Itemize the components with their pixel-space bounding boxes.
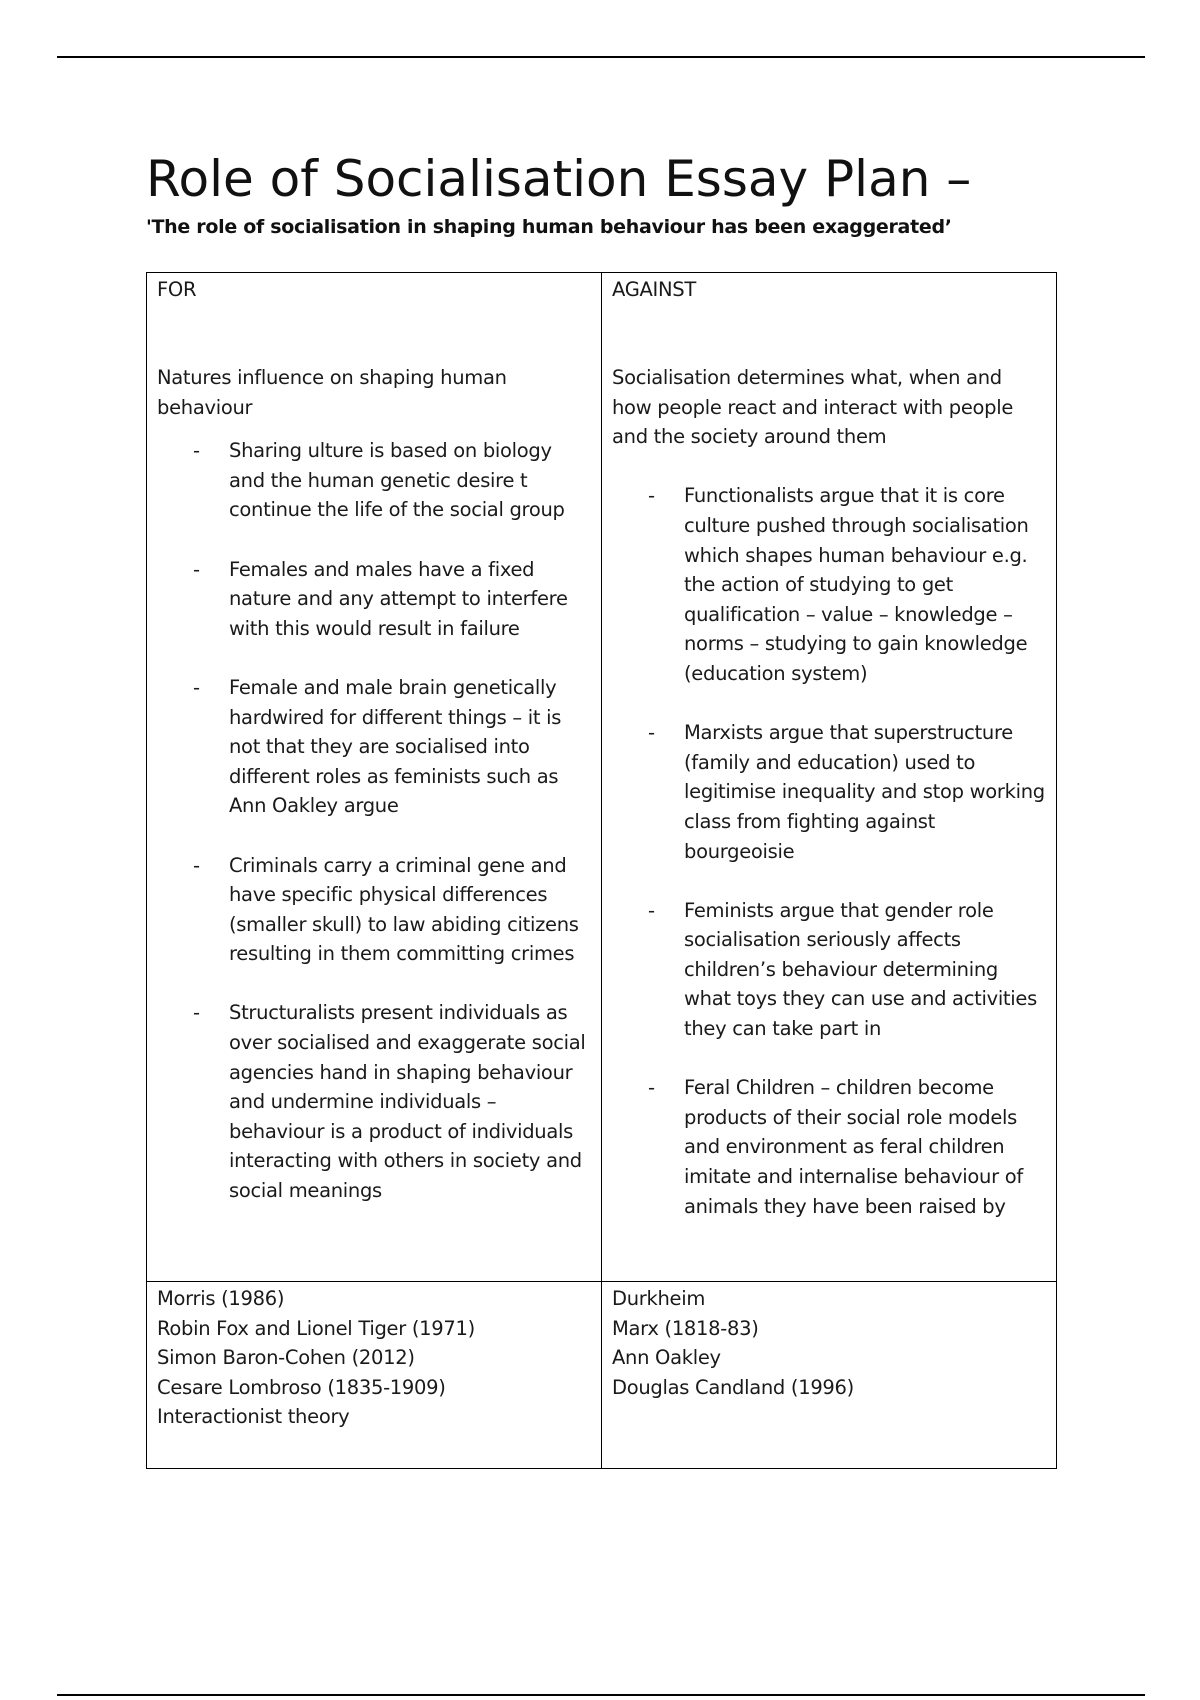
dash-bullet-icon: - bbox=[193, 675, 200, 699]
dash-bullet-icon: - bbox=[193, 439, 200, 463]
reference-item: Ann Oakley bbox=[612, 1346, 721, 1370]
reference-item: Interactionist theory bbox=[157, 1405, 350, 1429]
dash-bullet-icon: - bbox=[648, 898, 655, 922]
page-title: Role of Socialisation Essay Plan – bbox=[146, 150, 972, 208]
for-references bbox=[147, 1282, 602, 1469]
essay-plan-table bbox=[146, 272, 1057, 1469]
footer-rule bbox=[57, 1694, 1145, 1696]
dash-bullet-icon: - bbox=[648, 484, 655, 508]
reference-item: Durkheim bbox=[612, 1287, 706, 1310]
reference-item: Marx (1818-83) bbox=[612, 1316, 759, 1340]
arguments-row bbox=[147, 273, 1057, 1282]
list-item: - Functionalists argue that it is core culture pushed through socialisation which shapes human behaviour e.g. the action of studying to get qualification – value – knowledge – norms – studying to gain knowledge (education system) bbox=[612, 481, 1046, 688]
reference-item: Robin Fox and Lionel Tiger (1971) bbox=[157, 1316, 475, 1340]
header-rule bbox=[57, 56, 1145, 58]
list-item: - Females and males have a fixed nature and any attempt to interfere with this would result in failure bbox=[157, 555, 591, 644]
reference-item: Simon Baron-Cohen (2012) bbox=[157, 1346, 415, 1370]
reference-item: Morris (1986) bbox=[157, 1287, 285, 1310]
essay-question: 'The role of socialisation in shaping human behaviour has been exaggerated’ bbox=[146, 216, 952, 238]
list-item: - Feminists argue that gender role socialisation seriously affects children’s behaviour determining what toys they can use and activities they can take part in bbox=[612, 896, 1046, 1044]
against-intro: Socialisation determines what, when and how people react and interact with people and the society around them bbox=[612, 366, 1014, 449]
for-header: FOR bbox=[157, 278, 197, 301]
for-column bbox=[147, 273, 602, 1282]
list-item: - Marxists argue that superstructure (family and education) used to legitimise inequality and stop working class from fighting against bourgeoisie bbox=[612, 718, 1046, 866]
dash-bullet-icon: - bbox=[193, 1001, 200, 1025]
list-item: - Structuralists present individuals as over socialised and exaggerate social agencies hand in shaping behaviour and undermine individuals – behaviour is a product of individuals interacting with others in society and social meanings bbox=[157, 998, 591, 1205]
dash-bullet-icon: - bbox=[193, 853, 200, 877]
against-column bbox=[602, 273, 1057, 1282]
for-intro: Natures influence on shaping human behaviour bbox=[157, 366, 507, 419]
for-bullet-list bbox=[157, 436, 591, 1205]
references-row bbox=[147, 1282, 1057, 1469]
against-bullet-list bbox=[612, 481, 1046, 1221]
list-item: - Sharing ulture is based on biology and the human genetic desire t continue the life of the social group bbox=[157, 436, 591, 525]
list-item: - Criminals carry a criminal gene and have specific physical differences (smaller skull) to law abiding citizens resulting in them committing crimes bbox=[157, 851, 591, 969]
against-header: AGAINST bbox=[612, 278, 696, 301]
reference-item: Douglas Candland (1996) bbox=[612, 1375, 854, 1399]
dash-bullet-icon: - bbox=[193, 557, 200, 581]
list-item: - Female and male brain genetically hardwired for different things – it is not that they are socialised into different roles as feminists such as Ann Oakley argue bbox=[157, 673, 591, 821]
list-item: - Feral Children – children become products of their social role models and environment as feral children imitate and internalise behaviour of animals they have been raised by bbox=[612, 1073, 1046, 1221]
reference-item: Cesare Lombroso (1835-1909) bbox=[157, 1375, 446, 1399]
against-references bbox=[602, 1282, 1057, 1469]
dash-bullet-icon: - bbox=[648, 1076, 655, 1100]
dash-bullet-icon: - bbox=[648, 721, 655, 745]
